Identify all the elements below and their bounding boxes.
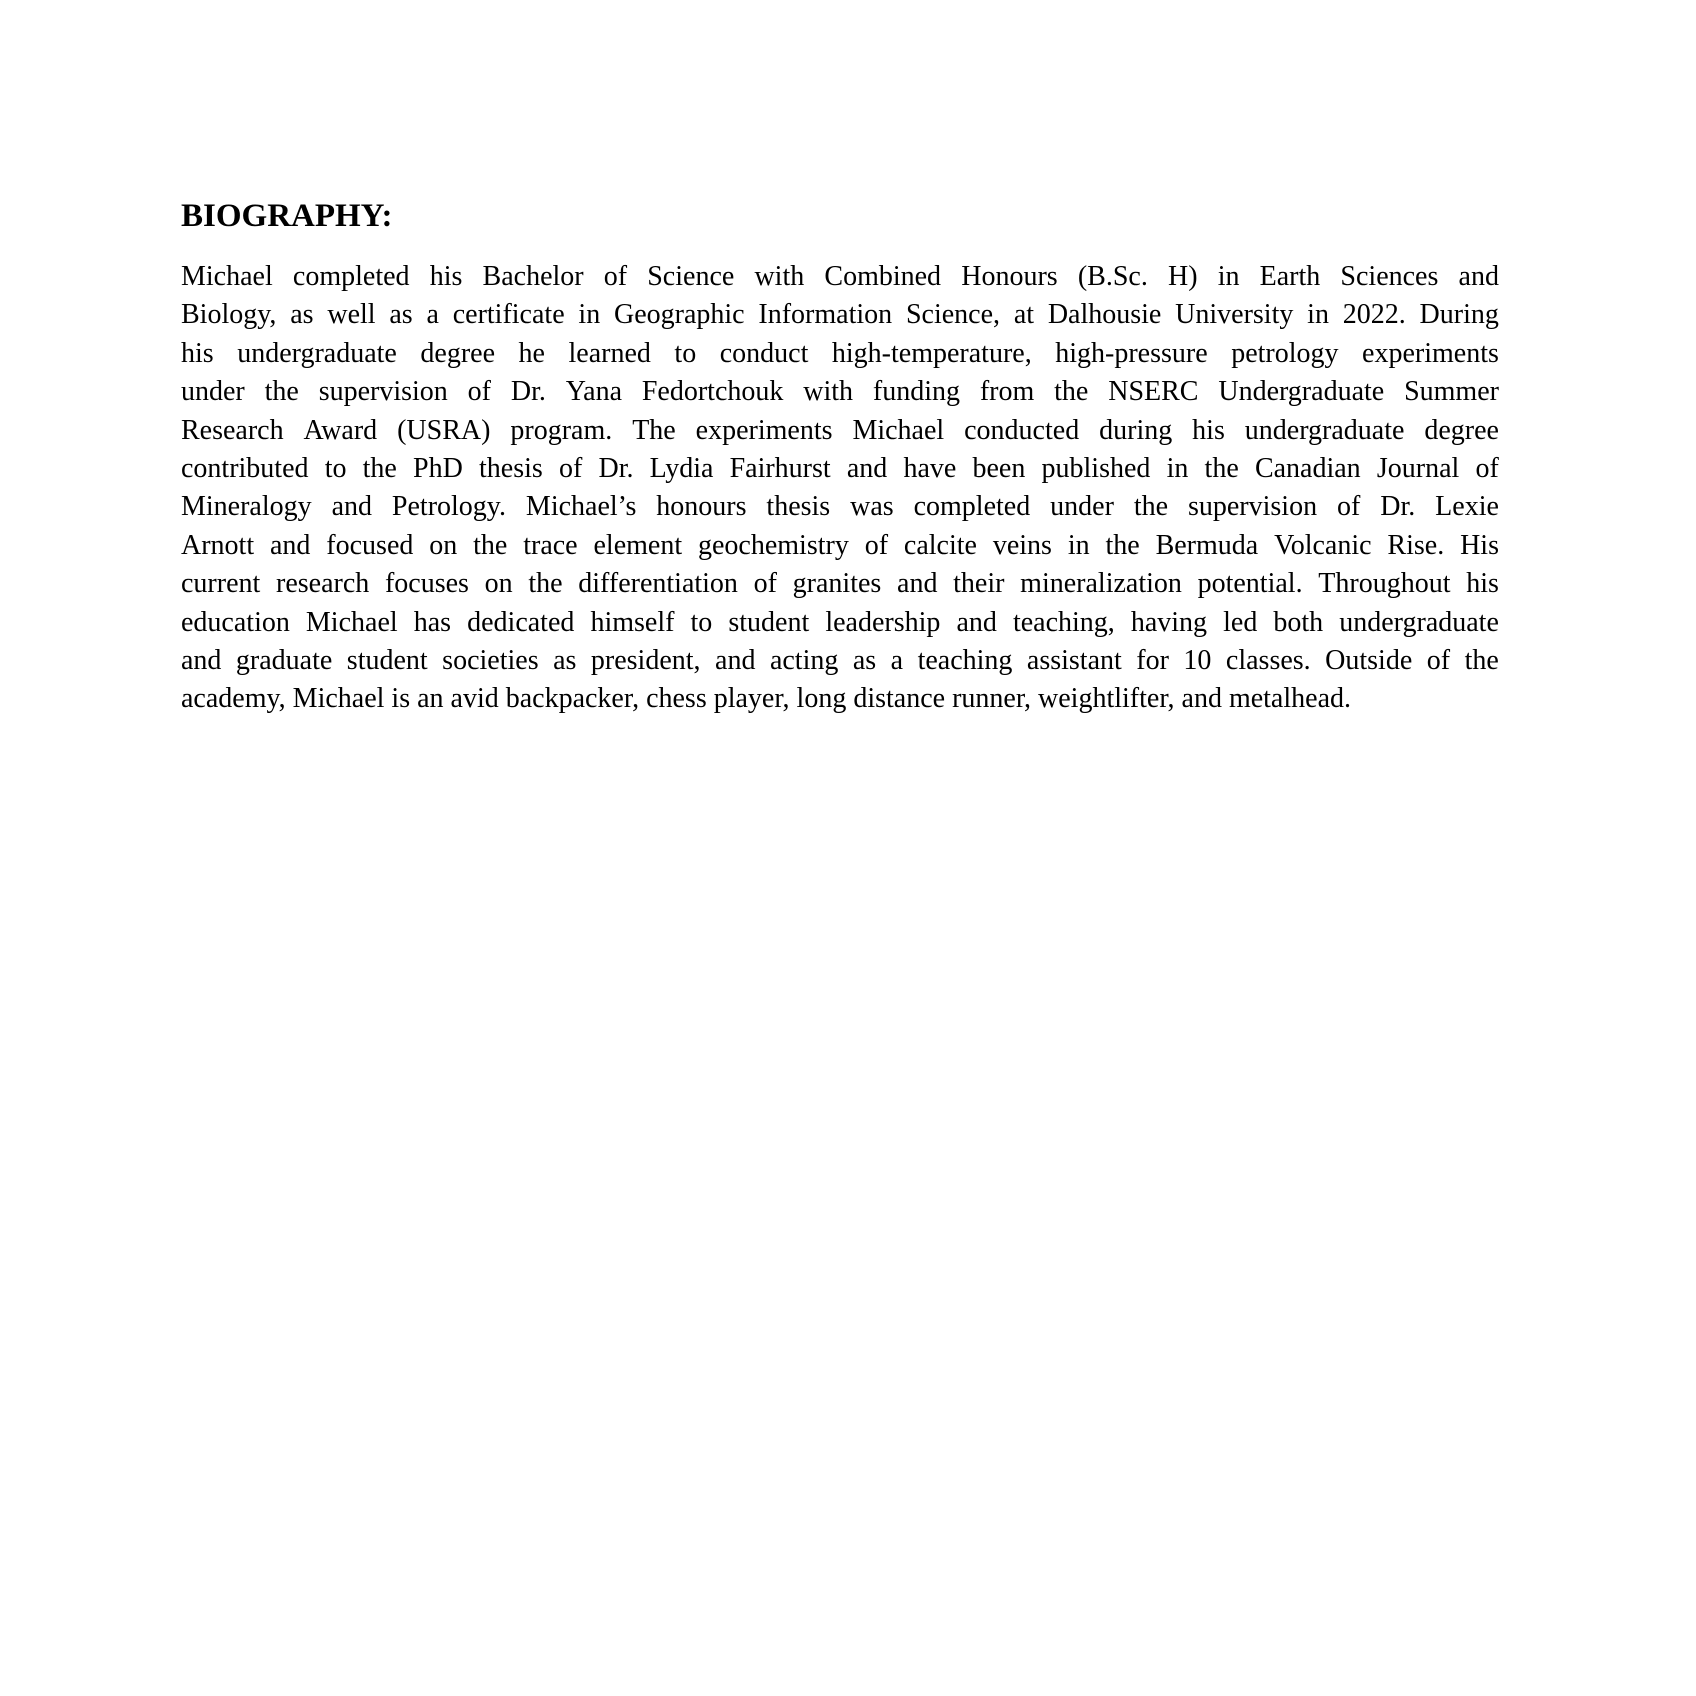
- paragraph-line: his undergraduate degree he learned to conduct high-temperature, high-pressure petrology experiments: [181, 337, 1499, 369]
- paragraph-line: current research focuses on the differentiation of granites and their mineralization potential. Throughout his: [181, 568, 1499, 600]
- paragraph-line: Biology, as well as a certificate in Geographic Information Science, at Dalhousie University in 2022. During: [181, 299, 1499, 331]
- paragraph-line: Arnott and focused on the trace element geochemistry of calcite veins in the Bermuda Volcanic Rise. His: [181, 529, 1499, 561]
- paragraph-line: education Michael has dedicated himself to student leadership and teaching, having led both undergraduate: [181, 606, 1499, 638]
- paragraph-line: contributed to the PhD thesis of Dr. Lydia Fairhurst and have been published in the Canadian Journal of: [181, 452, 1499, 484]
- paragraph-line: Mineralogy and Petrology. Michael’s honours thesis was completed under the supervision of Dr. Lexie: [181, 491, 1499, 523]
- paragraph-line: and graduate student societies as president, and acting as a teaching assistant for 10 classes. Outside of the: [181, 644, 1499, 676]
- biography-heading: BIOGRAPHY:: [181, 198, 393, 234]
- paragraph-line: under the supervision of Dr. Yana Fedortchouk with funding from the NSERC Undergraduate Summer: [181, 376, 1499, 408]
- paragraph-line: Research Award (USRA) program. The experiments Michael conducted during his undergraduate degree: [181, 414, 1499, 446]
- paragraph-line: Michael completed his Bachelor of Science with Combined Honours (B.Sc. H) in Earth Sciences and: [181, 261, 1499, 292]
- paragraph-line-last: academy, Michael is an avid backpacker, chess player, long distance runner, weightlifter, and metalhead.: [181, 683, 1351, 715]
- biography-paragraph: [181, 258, 1499, 719]
